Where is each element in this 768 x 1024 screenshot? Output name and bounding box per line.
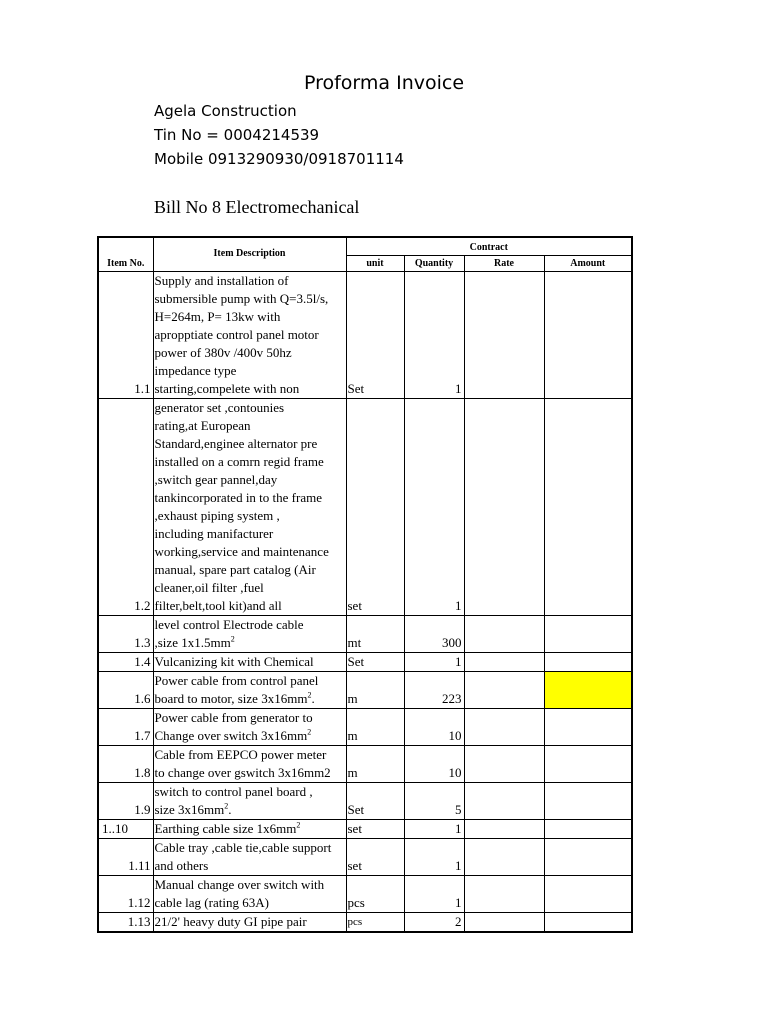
item-amount [544, 782, 632, 819]
item-description: Cable tray ,cable tie,cable support and others [153, 838, 346, 875]
invoice-title: Proforma Invoice [303, 72, 465, 94]
item-rate [464, 782, 544, 819]
item-unit: set [346, 819, 404, 838]
item-rate [464, 652, 544, 671]
item-description: Power cable from generator to Change over switch $3x16mm^2$ [153, 708, 346, 745]
item-number: 1.9 [98, 782, 153, 819]
item-unit: m [346, 708, 404, 745]
item-rate [464, 838, 544, 875]
invoice-table-body [98, 271, 632, 932]
item-number: 1.3 [98, 615, 153, 652]
item-amount [544, 838, 632, 875]
header-item-description: Item Description [153, 237, 346, 271]
item-number: 1.11 [98, 838, 153, 875]
item-number: 1.7 [98, 708, 153, 745]
item-description: Manual change over switch with cable lag (rating 63A) [153, 875, 346, 912]
table-row [98, 271, 632, 398]
table-row [98, 875, 632, 912]
item-rate [464, 398, 544, 615]
item-unit: set [346, 838, 404, 875]
item-description: Cable from EEPCO power meter to change over gswitch 3x16mm2 [153, 745, 346, 782]
item-quantity: 300 [404, 615, 464, 652]
item-amount [544, 615, 632, 652]
table-row [98, 708, 632, 745]
item-description: Power cable from control panel board to motor, size $3x16mm^2$. [153, 671, 346, 708]
header-contract: Contract [346, 237, 632, 255]
table-row [98, 782, 632, 819]
item-quantity: 10 [404, 745, 464, 782]
item-rate [464, 819, 544, 838]
bill-title: Bill No 8 Electromechanical [154, 197, 360, 217]
item-quantity: 1 [404, 838, 464, 875]
item-quantity: 1 [404, 819, 464, 838]
item-unit: mt [346, 615, 404, 652]
item-amount [544, 671, 632, 708]
item-rate [464, 671, 544, 708]
item-number: 1.12 [98, 875, 153, 912]
item-amount [544, 652, 632, 671]
item-quantity: 5 [404, 782, 464, 819]
header-item-no: Item No. [98, 237, 153, 271]
item-description: Vulcanizing kit with Chemical [153, 652, 346, 671]
item-number: 1.2 [98, 398, 153, 615]
table-row [98, 819, 632, 838]
item-rate [464, 615, 544, 652]
item-rate [464, 875, 544, 912]
item-unit: set [346, 398, 404, 615]
header-amount: Amount [544, 255, 632, 271]
table-row [98, 912, 632, 932]
header-quantity: Quantity [404, 255, 464, 271]
item-rate [464, 745, 544, 782]
item-number: 1.1 [98, 271, 153, 398]
item-quantity: 223 [404, 671, 464, 708]
item-amount [544, 398, 632, 615]
item-description: level control Electrode cable ,size $1x1.5mm^2$ [153, 615, 346, 652]
tin-number: Tin No = 0004214539 [154, 126, 320, 144]
item-unit: Set [346, 652, 404, 671]
item-amount [544, 708, 632, 745]
item-unit: Set [346, 782, 404, 819]
item-unit: m [346, 671, 404, 708]
invoice-table [97, 236, 633, 933]
item-unit: Set [346, 271, 404, 398]
table-row [98, 745, 632, 782]
mobile-number: Mobile 0913290930/0918701114 [154, 150, 404, 168]
table-row [98, 398, 632, 615]
item-number: 1..10 [98, 819, 153, 838]
item-unit: pcs [346, 875, 404, 912]
item-description: Supply and installation of submersible pump with Q=3.5l/s, H=264m, P= 13kw with apropptiate control panel motor power of 380v /400v 50hz impedance type starting,compelete with non [153, 271, 346, 398]
item-rate [464, 912, 544, 932]
item-quantity: 1 [404, 271, 464, 398]
item-number: 1.8 [98, 745, 153, 782]
item-number: 1.6 [98, 671, 153, 708]
item-description: Earthing cable size $1x6mm^2$ [153, 819, 346, 838]
item-description: generator set ,contounies rating,at European Standard,enginee alternator pre installed on a comrn regid frame ,switch gear pannel,day tankincorporated in to the frame ,exhaust piping system , including manifacturer working,service and maintenance manual, spare part catalog (Air cleaner,oil filter ,fuel filter,belt,tool kit)and all [153, 398, 346, 615]
table-row [98, 671, 632, 708]
table-row [98, 615, 632, 652]
item-description: switch to control panel board , size $3x16mm^2$. [153, 782, 346, 819]
item-amount [544, 875, 632, 912]
item-quantity: 1 [404, 398, 464, 615]
item-description: 21/2' heavy duty GI pipe pair [153, 912, 346, 932]
item-unit: m [346, 745, 404, 782]
item-rate [464, 708, 544, 745]
item-quantity: 10 [404, 708, 464, 745]
item-unit: pcs [346, 912, 404, 932]
item-quantity: 2 [404, 912, 464, 932]
item-number: 1.13 [98, 912, 153, 932]
table-row [98, 652, 632, 671]
item-quantity: 1 [404, 875, 464, 912]
item-quantity: 1 [404, 652, 464, 671]
item-number: 1.4 [98, 652, 153, 671]
item-rate [464, 271, 544, 398]
item-amount [544, 912, 632, 932]
company-name: Agela Construction [154, 102, 297, 120]
header-rate: Rate [464, 255, 544, 271]
item-amount [544, 745, 632, 782]
item-amount [544, 271, 632, 398]
header-unit: unit [346, 255, 404, 271]
table-row [98, 838, 632, 875]
item-amount [544, 819, 632, 838]
